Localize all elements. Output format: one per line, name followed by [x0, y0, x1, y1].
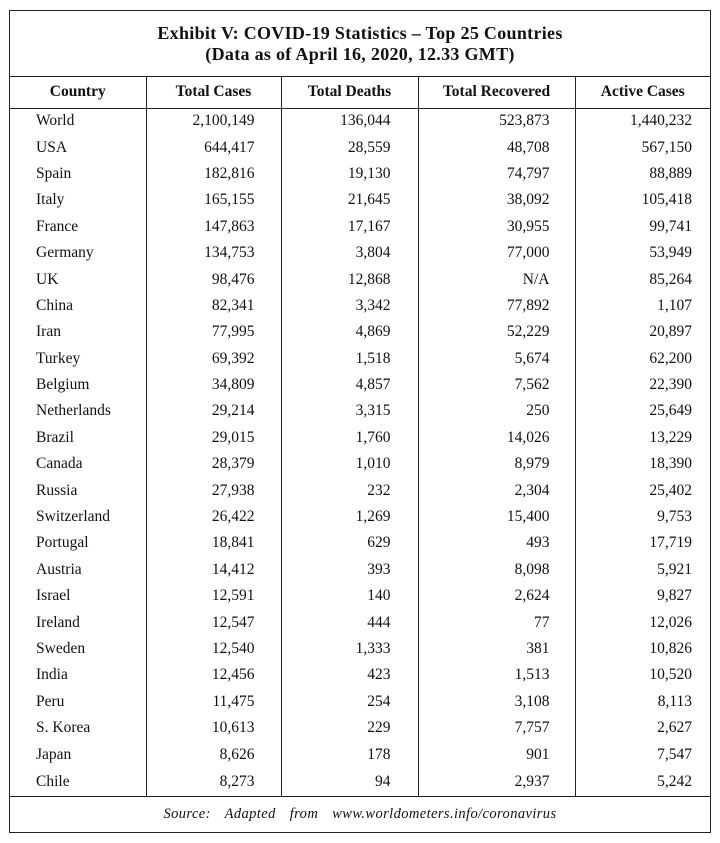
- cell-country: USA: [10, 134, 146, 160]
- cell-total-recovered: 901: [418, 741, 575, 767]
- cell-total-deaths: 3,804: [281, 240, 418, 266]
- cell-total-deaths: 393: [281, 557, 418, 583]
- cell-active-cases: 9,753: [657, 508, 692, 526]
- exhibit-subtitle: (Data as of April 16, 2020, 12.33 GMT): [205, 44, 515, 64]
- cell-total-recovered: 52,229: [418, 319, 575, 345]
- cell-total-recovered: 3,108: [418, 689, 575, 715]
- cell-total-recovered: 523,873: [418, 108, 575, 134]
- cell-total-cases: 18,841: [146, 530, 281, 556]
- cell-total-deaths: 4,869: [281, 319, 418, 345]
- cell-country: Iran: [10, 319, 146, 345]
- cell-total-deaths: 140: [281, 583, 418, 609]
- cell-country: Spain: [10, 161, 146, 187]
- cell-total-cases: 82,341: [146, 293, 281, 319]
- table-row: [10, 583, 710, 609]
- cell-total-deaths: 232: [281, 477, 418, 503]
- table-row: [10, 398, 710, 424]
- cell-active-cases: 105,418: [641, 191, 692, 209]
- cell-total-cases: 8,626: [146, 741, 281, 767]
- cell-active-cases: 567,150: [641, 138, 692, 156]
- cell-active-cases: 1,107: [657, 296, 692, 314]
- cell-country: Switzerland: [10, 504, 146, 530]
- cell-country: Portugal: [10, 530, 146, 556]
- cell-total-cases: 644,417: [146, 134, 281, 160]
- column-header-country: Country: [10, 77, 146, 108]
- cell-total-deaths: 136,044: [281, 108, 418, 134]
- cell-country: India: [10, 662, 146, 688]
- cell-active-cases: 25,649: [649, 402, 692, 420]
- cell-active-cases: 10,826: [649, 640, 692, 657]
- cell-active-cases: 2,627: [657, 719, 692, 737]
- cell-active-cases: 7,547: [657, 745, 692, 763]
- cell-active-cases: 18,390: [649, 455, 692, 473]
- table-row: [10, 741, 710, 767]
- cell-total-deaths: 19,130: [281, 161, 418, 187]
- cell-total-cases: 77,995: [146, 319, 281, 345]
- cell-active-cases: 10,520: [649, 666, 692, 684]
- cell-total-recovered: 7,562: [418, 372, 575, 398]
- cell-country: Israel: [10, 583, 146, 609]
- cell-total-deaths: 1,010: [281, 451, 418, 477]
- column-header-active-cases: Active Cases: [575, 77, 710, 108]
- cell-active-cases: 22,390: [649, 376, 692, 394]
- table-row: [10, 372, 710, 398]
- cell-active-cases: 5,242: [657, 772, 692, 790]
- cell-total-deaths: 229: [281, 715, 418, 741]
- cell-active-cases: 13,229: [649, 428, 692, 446]
- table-row: [10, 768, 710, 796]
- cell-country: Netherlands: [10, 398, 146, 424]
- cell-active-cases: 8,113: [657, 692, 692, 710]
- table-row: [10, 346, 710, 372]
- column-header-total-deaths: Total Deaths: [281, 77, 418, 108]
- cell-country: Italy: [10, 187, 146, 213]
- cell-country: China: [10, 293, 146, 319]
- cell-total-cases: 12,547: [146, 609, 281, 635]
- cell-active-cases: 17,719: [649, 534, 692, 552]
- cell-total-deaths: 21,645: [281, 187, 418, 213]
- cell-total-recovered: 7,757: [418, 715, 575, 741]
- table-body: [10, 108, 710, 796]
- cell-total-recovered: 250: [418, 398, 575, 424]
- cell-active-cases: 9,827: [657, 587, 692, 605]
- cell-active-cases: 62,200: [649, 349, 692, 367]
- cell-country: Turkey: [10, 346, 146, 372]
- column-header-total-cases: Total Cases: [146, 77, 281, 108]
- cell-total-cases: 182,816: [146, 161, 281, 187]
- cell-total-deaths: 3,342: [281, 293, 418, 319]
- cell-country: Germany: [10, 240, 146, 266]
- cell-country: Austria: [10, 557, 146, 583]
- cell-total-cases: 29,015: [146, 425, 281, 451]
- cell-total-cases: 12,456: [146, 662, 281, 688]
- cell-total-deaths: 1,760: [281, 425, 418, 451]
- table-row: [10, 108, 710, 134]
- cell-total-cases: 11,475: [146, 689, 281, 715]
- column-header-total-recovered: Total Recovered: [418, 77, 575, 108]
- cell-total-cases: 8,273: [146, 768, 281, 796]
- table-row: [10, 530, 710, 556]
- table-row: [10, 319, 710, 345]
- cell-total-deaths: 94: [281, 768, 418, 796]
- cell-country: Belgium: [10, 372, 146, 398]
- cell-total-recovered: 2,937: [418, 768, 575, 796]
- cell-total-deaths: 423: [281, 662, 418, 688]
- table-row: [10, 477, 710, 503]
- cell-total-cases: 28,379: [146, 451, 281, 477]
- table-row: [10, 425, 710, 451]
- cell-total-recovered: 2,624: [418, 583, 575, 609]
- table-row: [10, 451, 710, 477]
- cell-total-deaths: 1,518: [281, 346, 418, 372]
- cell-total-deaths: 17,167: [281, 214, 418, 240]
- exhibit-title: Exhibit V: COVID-19 Statistics – Top 25 Countries: [157, 23, 563, 43]
- table-row: [10, 715, 710, 741]
- cell-active-cases: 88,889: [649, 164, 692, 182]
- cell-total-deaths: 444: [281, 609, 418, 635]
- table-header: [10, 77, 710, 108]
- table-row: [10, 187, 710, 213]
- table-row: [10, 134, 710, 160]
- cell-total-cases: 29,214: [146, 398, 281, 424]
- cell-active-cases: 20,897: [649, 323, 692, 341]
- cell-total-recovered: 14,026: [418, 425, 575, 451]
- cell-total-deaths: 1,333: [281, 636, 418, 662]
- cell-total-recovered: 15,400: [418, 504, 575, 530]
- cell-total-cases: 26,422: [146, 504, 281, 530]
- cell-total-cases: 27,938: [146, 477, 281, 503]
- cell-country: World: [10, 108, 146, 134]
- cell-total-deaths: 254: [281, 689, 418, 715]
- cell-country: France: [10, 214, 146, 240]
- cell-total-recovered: 30,955: [418, 214, 575, 240]
- cell-country: Sweden: [10, 636, 146, 662]
- cell-total-recovered: 8,098: [418, 557, 575, 583]
- cell-active-cases: 85,264: [649, 270, 692, 288]
- cell-total-recovered: 1,513: [418, 662, 575, 688]
- cell-total-deaths: 1,269: [281, 504, 418, 530]
- cell-country: Russia: [10, 477, 146, 503]
- cell-total-recovered: 2,304: [418, 477, 575, 503]
- cell-total-cases: 98,476: [146, 266, 281, 292]
- cell-active-cases: 99,741: [649, 217, 692, 235]
- cell-total-recovered: 48,708: [418, 134, 575, 160]
- cell-total-cases: 12,591: [146, 583, 281, 609]
- cell-total-recovered: 77,000: [418, 240, 575, 266]
- statistics-table: [10, 77, 710, 796]
- title-block: [10, 11, 710, 77]
- table-row: [10, 504, 710, 530]
- cell-total-recovered: N/A: [418, 266, 575, 292]
- cell-total-recovered: 38,092: [418, 187, 575, 213]
- cell-total-recovered: 493: [418, 530, 575, 556]
- cell-total-deaths: 3,315: [281, 398, 418, 424]
- table-row: [10, 240, 710, 266]
- cell-active-cases: 1,440,232: [630, 112, 692, 130]
- cell-total-recovered: 5,674: [418, 346, 575, 372]
- cell-total-cases: 134,753: [146, 240, 281, 266]
- cell-total-cases: 2,100,149: [146, 108, 281, 134]
- cell-active-cases: 53,949: [649, 244, 692, 262]
- cell-country: Ireland: [10, 609, 146, 635]
- cell-total-deaths: 178: [281, 741, 418, 767]
- cell-total-deaths: 4,857: [281, 372, 418, 398]
- table-row: [10, 266, 710, 292]
- cell-total-cases: 69,392: [146, 346, 281, 372]
- table-row: [10, 636, 710, 662]
- cell-total-cases: 165,155: [146, 187, 281, 213]
- cell-total-cases: 12,540: [146, 636, 281, 662]
- header-row: [10, 77, 710, 108]
- table-row: [10, 662, 710, 688]
- cell-active-cases: 12,026: [649, 613, 692, 631]
- cell-country: S. Korea: [10, 715, 146, 741]
- cell-active-cases: 5,921: [657, 560, 692, 578]
- table-row: [10, 161, 710, 187]
- cell-total-deaths: 28,559: [281, 134, 418, 160]
- cell-country: Canada: [10, 451, 146, 477]
- cell-total-recovered: 8,979: [418, 451, 575, 477]
- table-row: [10, 557, 710, 583]
- source-note: Source: Adapted from www.worldometers.info/coronavirus: [10, 796, 710, 831]
- cell-total-recovered: 77,892: [418, 293, 575, 319]
- cell-country: Peru: [10, 689, 146, 715]
- cell-total-deaths: 12,868: [281, 266, 418, 292]
- cell-total-cases: 34,809: [146, 372, 281, 398]
- cell-total-recovered: 381: [418, 636, 575, 662]
- cell-total-cases: 147,863: [146, 214, 281, 240]
- cell-total-recovered: 74,797: [418, 161, 575, 187]
- table-row: [10, 689, 710, 715]
- cell-country: Japan: [10, 741, 146, 767]
- cell-total-cases: 10,613: [146, 715, 281, 741]
- cell-total-deaths: 629: [281, 530, 418, 556]
- cell-country: UK: [10, 266, 146, 292]
- table-row: [10, 214, 710, 240]
- table-row: [10, 609, 710, 635]
- cell-country: Brazil: [10, 425, 146, 451]
- cell-total-cases: 14,412: [146, 557, 281, 583]
- exhibit-table-frame: [9, 10, 711, 833]
- cell-active-cases: 25,402: [649, 481, 692, 499]
- cell-total-recovered: 77: [418, 609, 575, 635]
- table-row: [10, 293, 710, 319]
- cell-country: Chile: [10, 768, 146, 796]
